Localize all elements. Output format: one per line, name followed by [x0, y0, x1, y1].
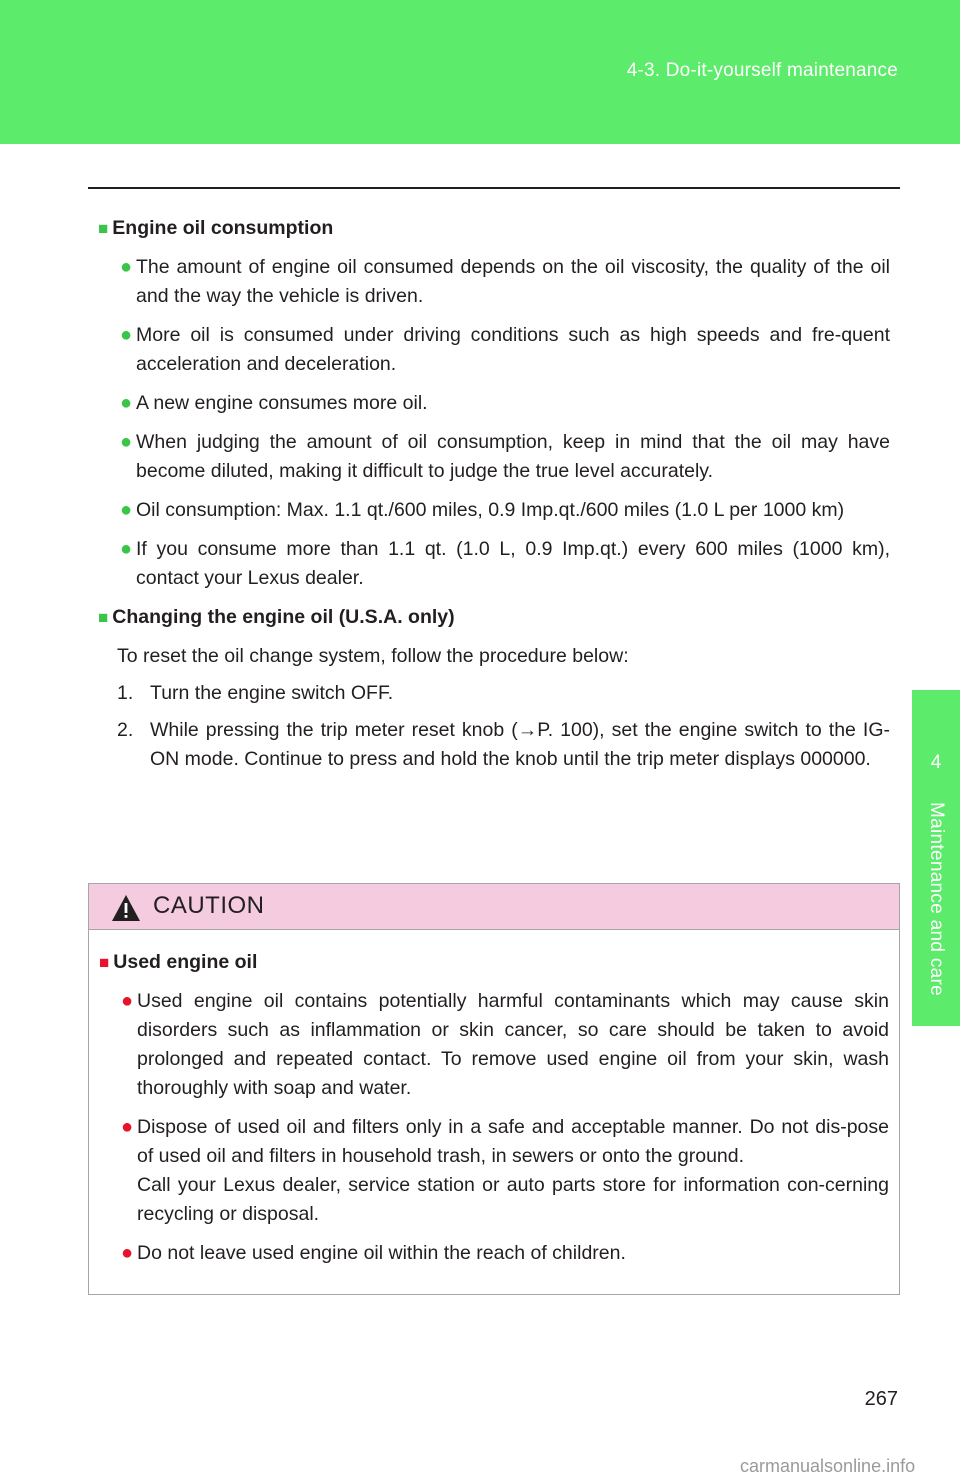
page-number: 267 — [864, 1388, 898, 1410]
watermark: carmanualsonline.info — [740, 1456, 916, 1476]
circle-bullet-icon: ● — [121, 990, 134, 1012]
chapter-number: 4 — [930, 752, 942, 773]
circle-bullet-icon: ● — [120, 499, 133, 521]
circle-bullet-icon: ● — [120, 256, 133, 278]
header-rule — [88, 187, 900, 189]
list-item: ● Oil consumption: Max. 1.1 qt./600 miles, 0.9 Imp.qt./600 miles (1.0 L per 1000 km) — [98, 496, 890, 525]
main-content — [98, 214, 890, 782]
heading-text: Engine oil consumption — [112, 217, 334, 239]
intro-text: To reset the oil change system, follow the procedure below: — [117, 645, 629, 667]
heading-text: Used engine oil — [113, 951, 258, 973]
procedure-step — [98, 679, 890, 708]
list-item: ● When judging the amount of oil consumption, keep in mind that the oil may have become diluted, making it difficult to judge the true level accurately. — [98, 428, 890, 486]
square-bullet-icon: ■ — [99, 953, 110, 972]
list-item: ● Do not leave used engine oil within the reach of children. — [99, 1239, 889, 1268]
continuation-text: Call your Lexus dealer, service station or auto parts store for information con-cerning recycling or disposal. — [137, 1174, 889, 1225]
step-text: Turn the engine switch OFF. — [150, 682, 394, 704]
section-heading — [98, 214, 890, 243]
caution-heading — [99, 948, 889, 977]
caution-header — [89, 884, 899, 930]
caution-body — [99, 948, 889, 1278]
list-item: ● If you consume more than 1.1 qt. (1.0 L, 0.9 Imp.qt.) every 600 miles (1000 km), contact your Lexus dealer. — [98, 535, 890, 593]
section-title: 4-3. Do-it-yourself maintenance — [626, 60, 898, 81]
step-text: While pressing the trip meter reset knob (→P. 100), set the engine switch to the IG-ON mode. Continue to press and hold the knob until the trip meter displays 000000. — [150, 719, 890, 770]
chapter-label: Maintenance and care — [926, 802, 947, 997]
procedure-step — [98, 716, 890, 774]
list-item: ● A new engine consumes more oil. — [98, 389, 890, 418]
circle-bullet-icon: ● — [120, 324, 133, 346]
heading-text: Changing the engine oil (U.S.A. only) — [112, 606, 455, 628]
square-bullet-icon: ■ — [98, 219, 109, 238]
circle-bullet-icon: ● — [121, 1116, 134, 1138]
section-heading — [98, 603, 890, 632]
list-item: ● More oil is consumed under driving conditions such as high speeds and fre-quent acceleration and deceleration. — [98, 321, 890, 379]
list-item: ● The amount of engine oil consumed depends on the oil viscosity, the quality of the oil and the way the vehicle is driven. — [98, 253, 890, 311]
list-item: ● Dispose of used oil and filters only in a safe and acceptable manner. Do not dis-pose of used oil and filters in household trash, in sewers or onto the ground. Call your Lexus dealer, service station or auto parts store for information con-cerning recycling or disposal. — [99, 1113, 889, 1229]
square-bullet-icon: ■ — [98, 608, 109, 627]
circle-bullet-icon: ● — [120, 431, 133, 453]
circle-bullet-icon: ● — [120, 538, 133, 560]
caution-box — [88, 883, 900, 1295]
step-number: 1. — [117, 682, 134, 704]
caution-title: CAUTION — [153, 892, 265, 919]
page-header — [0, 0, 960, 144]
warning-triangle-icon — [111, 894, 141, 922]
circle-bullet-icon: ● — [120, 392, 133, 414]
step-number: 2. — [117, 719, 134, 741]
circle-bullet-icon: ● — [121, 1242, 134, 1264]
chapter-tab[interactable] — [912, 690, 960, 1026]
list-item: ● Used engine oil contains potentially harmful contaminants which may cause skin disorders such as inflammation or skin cancer, so care should be taken to avoid prolonged and repeated contact. To remove used engine oil from your skin, wash thoroughly with soap and water. — [99, 987, 889, 1103]
